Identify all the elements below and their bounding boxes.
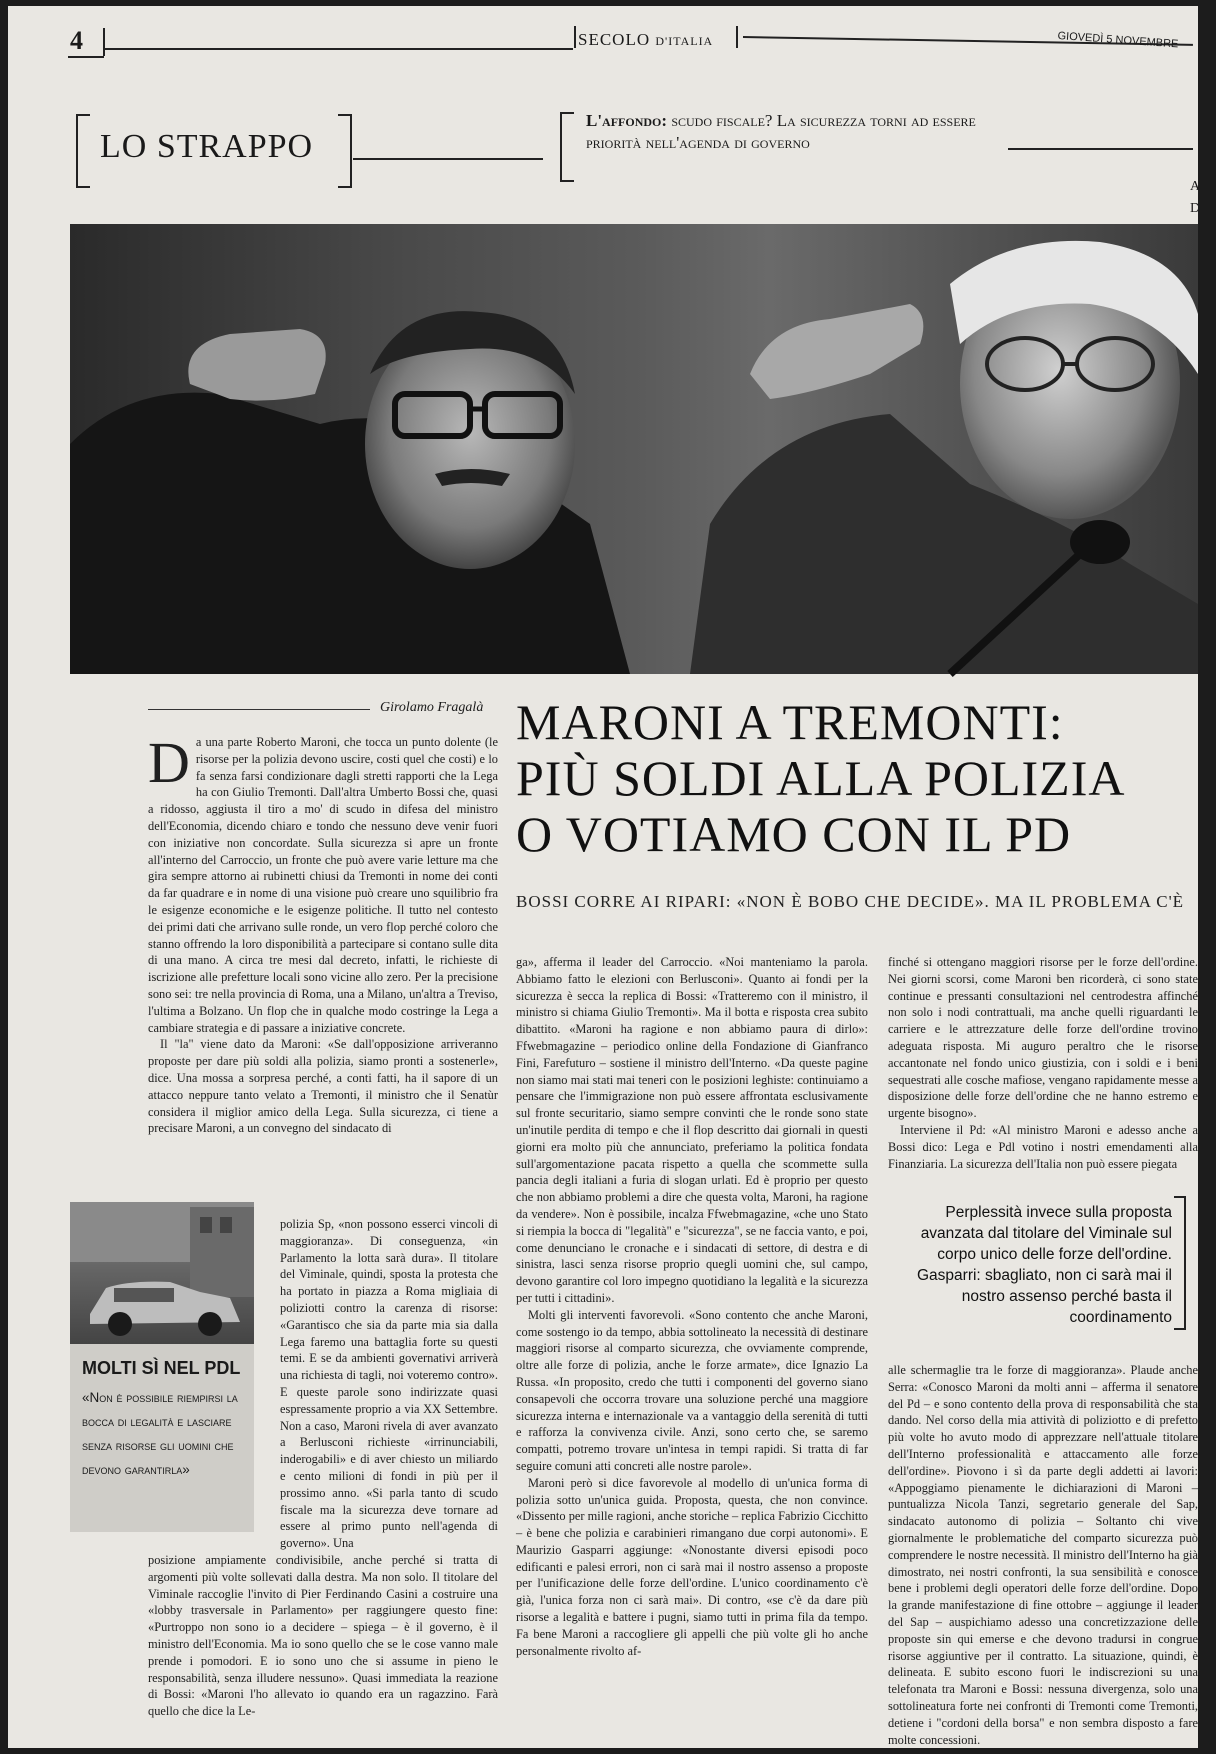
- article-paragraph: polizia Sp, «non possono esserci vincoli di maggioranza». Di conseguenza, «in Parlamento la lotta sarà dura». Il titolare del Viminale, quindi, sposta la protesta che ha portato in piazza a Roma migliaia di poliziotti contro la carenza di risorse: «Garantisco che sia da parte mia sia dalla Lega faremo una battaglia forte su questi temi. E se da ambienti governativi arriverà una richiesta di tagli, noi voteremo contro». E queste parole sono indirizzate quasi espressamente proprio a via XX Settembre. Non a caso, Maroni rivela di aver avanzato a Berlusconi richieste «irrinunciabili, inderogabili» e di aver chiesto un miliardo e cento milioni di fondi in più per il prossimo anno. «Si parla tanto di scudo fiscale ma la sicurezza deve tornare ad essere al primo punto nell'agenda di governo». Una: [280, 1217, 498, 1551]
- article-paragraph: Molti gli interventi favorevoli. «Sono contento che anche Maroni, come sostengo io da tempo, abbia sottolineato la necessità di destinare maggiori risorse al comparto sicurezza, che ovviamente comprende, oltre alle forze di polizia, anche le forze armate», dice Ignazio La Russa. «In proposito, credo che tutti i componenti del governo siano consapevoli che occorra trovare una soluzione perché una maggiore sicurezza interna e internazionale va a vantaggio della serenità di tutti e rafforza la convivenza civile. Anzi, sono certo che, se saremo compatti, potremo trovare un'intesa in tempi rapidi. Si tratta di far seguire comuni atti concreti alle nostre parole».: [516, 1307, 868, 1473]
- article-paragraph: alle schermaglie tra le forze di maggioranza». Plaude anche Serra: «Conosco Maroni da molti anni – afferma il senatore del Pd – e sono contento della prova di responsabilità che sta dando. Nel corso della mia attività di poliziotto e di prefetto più volte ho avuto modo di apprezzare nell'attuale titolare dell'Interno professionalità e attaccamento alle forze dell'ordine». Piovono i sì da parte degli addetti ai lavori: «Appoggiamo pienamente le dichiarazioni di Maroni – puntualizza Nicola Tanzi, segretario generale del Sap, sindacato autonomo di polizia – Soltanto chi vive giornalmente le problematiche del comparto sicurezza può comprendere le nostre necessità. Il ministro dell'Interno ha già dimostrato, nei nostri confronti, la sua sensibilità e conosce bene i problemi degli operatori delle forze dell'ordine. Dopo la grande manifestazione di fine ottobre – aggiunge il leader del Sap – auspichiamo adesso una concretizzazione delle proposte sin qui emerse e che devono tradursi in congrue risorse aggiuntive per il contratto. La situazione, quindi, è delineata. E subito escono fuori le indiscrezioni su una telefonata tra Maroni e Bossi: nessuna divergenza, solo una sottolineatura forte nei confronti di Tremonti come Tremonti, detiene i "cordoni della borsa" e non sembra disposto a fare molte concessioni.: [888, 1363, 1198, 1747]
- dropcap: D: [148, 730, 190, 795]
- article-column-2: [516, 954, 868, 1659]
- pull-quote: Perplessità invece sulla proposta avanzata dal titolare del Viminale sul corpo unico delle forze dell'ordine. Gasparri: sbagliato, non ci sarà mai il nostro assenso perché basta il coordinamento: [916, 1204, 1172, 1326]
- kicker-rule: [1008, 148, 1193, 150]
- masthead-small: D'ITALIA: [655, 34, 714, 48]
- kicker-lead: L'affondo:: [586, 111, 668, 130]
- section-bracket: [76, 114, 90, 188]
- headline-line: O VOTIAMO CON IL PD: [516, 806, 1072, 862]
- header-divider: [103, 28, 105, 56]
- masthead-name: SECOLO: [578, 30, 651, 49]
- edge-letter: A: [1190, 179, 1201, 194]
- section-label: LO STRAPPO: [100, 128, 314, 165]
- page-number: 4: [70, 26, 83, 55]
- byline-rule: [148, 709, 370, 710]
- main-photo: [70, 224, 1198, 674]
- article-column-1: [148, 730, 498, 1137]
- article-paragraph: ga», afferma il leader del Carroccio. «Noi manteniamo la parola. Abbiamo fatto le elezioni con Berlusconi». Quanto ai fondi per la sicurezza è secca la replica di Bossi: «Tratteremo con il ministro, il ministro si chiama Giulio Tremonti». Ma il botta e risposta crea subito dibattito. «Maroni ha ragione e non abbiamo paura di dirlo»: Ffwebmagazine – periodico online della Fondazione di Gianfranco Fini, Farefuturo – sostiene il ministro dell'Interno. «Da queste pagine non siamo mai stati mai teneri con le posizioni leghiste: continuiamo a pensare che l'immigrazione non può essere affrontata esclusivamente sul fronte securitario, siamo sempre convinti che le ronde sono state un'inutile perdita di tempo e che il flop descritto dai giornali in questi giorni era molto più che annunciato, preferiamo la politica fondata sull'argomentazione pacata rispetto a quella che scommette sulla pancia degli italiani a furia di slogan urlati. Ed è proprio per questo che non abbiamo problemi a dire che questa volta, Maroni, ha ragione da vendere». Non è possibile, incalza Ffwebmagazine, «che uno Stato si riempia la bocca di "legalità" e "sicurezza", se ne faccia vanto, e poi, come denunciano le cronache e i sindacati di settore, di destra e di sinistra, lasci senza risorse proprio quegli uomini che, sul campo, devono garantire col loro impegno quotidiano la legalità e la sicurezza per tutti i cittadini».: [516, 955, 868, 1305]
- article-column-1-continued: [280, 1216, 498, 1552]
- headline-line: MARONI A TREMONTI:: [516, 694, 1064, 750]
- headline-line: PIÙ SOLDI ALLA POLIZIA: [516, 750, 1126, 806]
- photo-illustration: [70, 224, 1198, 674]
- newspaper-page: [8, 6, 1201, 1748]
- edge-letters: [1190, 176, 1200, 220]
- article-paragraph: posizione ampiamente condivisibile, anche perché si tratta di argomenti più volte sollevati dalla destra. Ma non solo. Il titolare del Viminale raccoglie l'invito di Pier Ferdinando Casini a costruire una «lobby trasversale in Parlamento» per raggiungere questo fine: «Purtroppo non sono io a decidere – spiega – è il governo, è il ministro dell'Economia. Ma io sono quello che se le cose vanno male prende i pomodori. E io sono uno che si assume in pieno le responsabilità, senza illudere nessuno». Quasi immediata la reazione di Bossi: «Maroni l'ho allevato io quando era un ragazzino. Farà quello che dice la Le-: [148, 1553, 498, 1719]
- paragraph-text: a una parte Roberto Maroni, che tocca un punto dolente (le risorse per la polizia devono uscire, costi quel che costi) e lo fa senza farsi condizionare dagli stretti rapporti che la Lega ha con Giulio Tremonti. Dall'altra Umberto Bossi che, quasi a ridosso, aggiusta il tiro a mo' di scudo in difesa del ministro dell'Economia, dicendo chiaro e tondo che nessuno deve venir fuori con iniziative non concordate. Sulla sicurezza si apre un fronte all'interno del Carroccio, un fronte che può avere varie letture ma che gira sempre attorno ai rubinetti chiusi da Tremonti in nome dei conti da far quadrare e in nome di una visione può creare uno squilibrio fra le esigenze economiche e le esigenze politiche. Il tutto nel contesto dei primi dati che arrivano sulle ronde, un vero flop perché coloro che stanno offrendo la loro disponibilità a partecipare si contano sulle dita di una mano. A circa tre mesi dal decreto, infatti, le richieste di iscrizione alle prefetture locali sono vicine allo zero. Per la precisione sono sei: tre nella provincia di Roma, una a Milano, un'altra a Treviso, l'ultima a Bolzano. Un flop che in qualche modo costringe la Lega a cambiare strategia e di passare a iniziative concrete.: [148, 735, 498, 1035]
- header-divider: [574, 26, 576, 48]
- deck: BOSSI CORRE AI RIPARI: «NON È BOBO CHE DECIDE». MA IL PROBLEMA C'È: [516, 892, 1185, 911]
- sidebar-quote: «Non è possibile riempirsi la bocca di legalità e lasciare senza risorse gli uomini che devono garantirla»: [82, 1390, 238, 1477]
- masthead: [578, 30, 713, 50]
- sidebar-title: MOLTI SÌ NEL PDL: [82, 1358, 241, 1378]
- header-divider: [736, 26, 738, 48]
- police-car-illustration: [70, 1202, 254, 1344]
- headline: [516, 694, 1206, 862]
- article-paragraph: Il "la" viene dato da Maroni: «Se dall'opposizione arriveranno proposte per dare più soldi alla polizia, siamo pronti a sostenerle», dice. Una mossa a sorpresa perché, a conti fatti, ha il sapore di un attacco neppure tanto velato a Tremonti, il ministro che il Senatùr considera il miglior amico della Lega. Sulla sicurezza, ci tiene a precisare Maroni, a un convegno del sindacato di: [148, 1037, 498, 1136]
- edge-letter: D: [1190, 201, 1201, 216]
- dateline: GIOVEDÌ 5 NOVEMBRE: [1057, 30, 1179, 51]
- byline: Girolamo Fragalà: [380, 700, 484, 715]
- article-paragraph: Maroni però si dice favorevole al modello di un'unica forma di polizia sotto un'unica guida. Proposta, questa, che non convince. «Dissento per mille ragioni, anche storiche – replica Fabrizio Cicchitto – è bene che polizia e carabinieri rimangano due corpi autonomi». E Maurizio Gasparri aggiunge: «Nonostante diversi episodi poco edificanti e palesi errori, non ci sarà mai il nostro assenso a proposte per l'unificazione delle forze dell'ordine. L'unico coordinamento c'è già, l'unica forza non ci sarà mai». Di contro, «se c'è da dare più risorse a legalità e battere i pugni, siamo tutti in prima fila da tempo. Fa bene Maroni a raccogliere gli appelli che più volte gli ho anche personalmente rivolto af-: [516, 1475, 868, 1658]
- article-paragraph: [148, 730, 498, 1036]
- kicker: [586, 110, 1006, 154]
- section-rule: [353, 158, 543, 160]
- article-paragraph: Interviene il Pd: «Al ministro Maroni e adesso anche a Bossi dico: Lega e Pdl votino i nostri emendamenti alla Finanziaria. La sicurezza dell'Italia non può essere piegata: [888, 1122, 1198, 1171]
- kicker-text: scudo fiscale? La sicurezza torni ad essere priorità nell'agenda di governo: [586, 111, 976, 152]
- sidebar-photo: [70, 1202, 254, 1344]
- section-bracket: [338, 114, 352, 188]
- article-column-3-continued: [888, 1362, 1198, 1748]
- kicker-bracket: [560, 112, 574, 182]
- pull-quote-bracket: [1174, 1196, 1186, 1330]
- article-column-3: [888, 954, 1198, 1172]
- header-rule: [68, 56, 104, 58]
- article-paragraph: finché si ottengano maggiori risorse per le forze dell'ordine. Nei giorni scorsi, come Maroni ben ricorderà, ci sono state continue e pressanti consultazioni nel centrodestra affinché non solo i nodi contrattuali, ma anche quelli riguardanti le carriere e le attrezzature delle forze dell'ordine trovino adeguata risposta. Mi auguro peraltro che le risorse accantonate nel fondo unico giustizia, con i soldi e i beni sequestrati alle cosche mafiose, vengano rapidamente messe a disposizione delle forze dell'ordine che ne hanno estremo e urgente bisogno».: [888, 955, 1198, 1121]
- header-rule: [103, 48, 573, 50]
- article-column-1-bottom: [148, 1552, 498, 1720]
